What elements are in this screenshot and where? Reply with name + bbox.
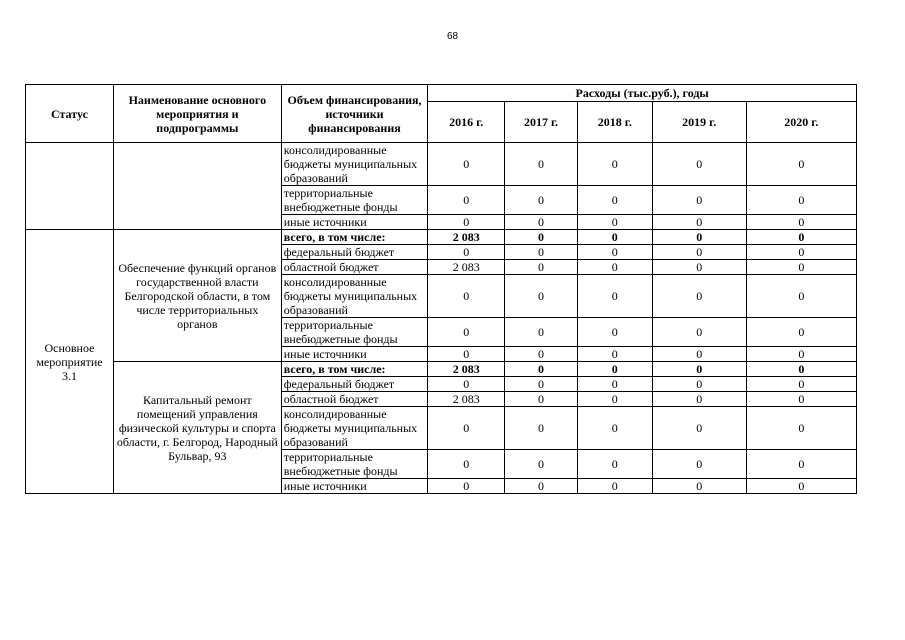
value-cell: 0: [577, 407, 652, 450]
source-cell: иные источники: [281, 479, 428, 494]
source-cell: областной бюджет: [281, 260, 428, 275]
value-cell: 0: [428, 143, 505, 186]
source-cell: территориальные внебюджетные фонды: [281, 318, 428, 347]
source-cell: иные источники: [281, 215, 428, 230]
value-cell: 0: [746, 260, 856, 275]
value-cell: 0: [505, 318, 578, 347]
value-cell: 0: [652, 186, 746, 215]
source-cell: федеральный бюджет: [281, 377, 428, 392]
value-cell: 0: [746, 377, 856, 392]
value-cell: 0: [652, 392, 746, 407]
name-cell-empty: [113, 143, 281, 230]
value-cell: 0: [652, 450, 746, 479]
value-cell: 0: [577, 392, 652, 407]
header-expenses: Расходы (тыс.руб.), годы: [428, 85, 857, 102]
value-cell: 0: [652, 362, 746, 377]
value-cell: 0: [652, 230, 746, 245]
value-cell: 0: [746, 275, 856, 318]
value-cell: 0: [746, 407, 856, 450]
value-cell: 0: [577, 230, 652, 245]
value-cell: 0: [746, 215, 856, 230]
value-cell: 0: [577, 275, 652, 318]
source-cell: всего, в том числе:: [281, 362, 428, 377]
source-cell: федеральный бюджет: [281, 245, 428, 260]
value-cell: 0: [505, 215, 578, 230]
header-year: 2020 г.: [746, 102, 856, 143]
header-source: Объем финансирования, источники финансирования: [281, 85, 428, 143]
value-cell: 0: [428, 215, 505, 230]
source-cell: территориальные внебюджетные фонды: [281, 186, 428, 215]
value-cell: 0: [652, 215, 746, 230]
value-cell: 0: [652, 275, 746, 318]
value-cell: 2 083: [428, 230, 505, 245]
source-cell: консолидированные бюджеты муниципальных образований: [281, 407, 428, 450]
value-cell: 0: [505, 260, 578, 275]
value-cell: 0: [505, 392, 578, 407]
value-cell: 0: [505, 230, 578, 245]
value-cell: 0: [652, 479, 746, 494]
value-cell: 0: [505, 407, 578, 450]
value-cell: 0: [746, 362, 856, 377]
source-cell: консолидированные бюджеты муниципальных образований: [281, 275, 428, 318]
value-cell: 0: [746, 347, 856, 362]
value-cell: 0: [652, 245, 746, 260]
value-cell: 0: [505, 479, 578, 494]
measure-name-cell: Обеспечение функций органов государственной власти Белгородской области, в том числе территориальных органов: [113, 230, 281, 362]
value-cell: 0: [505, 450, 578, 479]
value-cell: 0: [577, 347, 652, 362]
value-cell: 0: [428, 347, 505, 362]
value-cell: 0: [746, 186, 856, 215]
header-year: 2018 г.: [577, 102, 652, 143]
value-cell: 0: [746, 143, 856, 186]
value-cell: 0: [428, 377, 505, 392]
value-cell: 0: [428, 186, 505, 215]
header-year: 2019 г.: [652, 102, 746, 143]
value-cell: 0: [746, 450, 856, 479]
value-cell: 0: [505, 362, 578, 377]
value-cell: 0: [505, 186, 578, 215]
status-cell: Основное мероприятие 3.1: [26, 230, 114, 494]
value-cell: 0: [652, 260, 746, 275]
value-cell: 2 083: [428, 260, 505, 275]
value-cell: 0: [428, 245, 505, 260]
value-cell: 0: [746, 318, 856, 347]
value-cell: 0: [505, 377, 578, 392]
value-cell: 2 083: [428, 392, 505, 407]
value-cell: 0: [577, 245, 652, 260]
value-cell: 0: [577, 318, 652, 347]
value-cell: 0: [652, 318, 746, 347]
value-cell: 0: [652, 407, 746, 450]
header-year: 2017 г.: [505, 102, 578, 143]
source-cell: иные источники: [281, 347, 428, 362]
measure-name-cell: Капитальный ремонт помещений управления физической культуры и спорта области, г. Белгород, Народный Бульвар, 93: [113, 362, 281, 494]
header-year: 2016 г.: [428, 102, 505, 143]
source-cell: всего, в том числе:: [281, 230, 428, 245]
source-cell: территориальные внебюджетные фонды: [281, 450, 428, 479]
header-status: Статус: [26, 85, 114, 143]
value-cell: 0: [746, 392, 856, 407]
financing-table: [25, 84, 857, 494]
value-cell: 0: [428, 450, 505, 479]
value-cell: 0: [652, 377, 746, 392]
value-cell: 0: [577, 143, 652, 186]
value-cell: 0: [577, 215, 652, 230]
value-cell: 0: [577, 479, 652, 494]
source-cell: консолидированные бюджеты муниципальных образований: [281, 143, 428, 186]
table-row-total: [26, 362, 857, 377]
value-cell: 2 083: [428, 362, 505, 377]
value-cell: 0: [428, 407, 505, 450]
value-cell: 0: [746, 245, 856, 260]
value-cell: 0: [428, 479, 505, 494]
source-cell: областной бюджет: [281, 392, 428, 407]
value-cell: 0: [577, 260, 652, 275]
value-cell: 0: [505, 245, 578, 260]
value-cell: 0: [505, 275, 578, 318]
table-row-total: [26, 230, 857, 245]
value-cell: 0: [577, 186, 652, 215]
value-cell: 0: [746, 230, 856, 245]
value-cell: 0: [652, 347, 746, 362]
value-cell: 0: [505, 347, 578, 362]
value-cell: 0: [652, 143, 746, 186]
status-cell-empty: [26, 143, 114, 230]
value-cell: 0: [505, 143, 578, 186]
value-cell: 0: [428, 318, 505, 347]
value-cell: 0: [577, 450, 652, 479]
value-cell: 0: [577, 362, 652, 377]
table-row: [26, 143, 857, 186]
value-cell: 0: [577, 377, 652, 392]
page-number: 68: [446, 31, 459, 42]
value-cell: 0: [746, 479, 856, 494]
header-name: Наименование основного мероприятия и подпрограммы: [113, 85, 281, 143]
value-cell: 0: [428, 275, 505, 318]
